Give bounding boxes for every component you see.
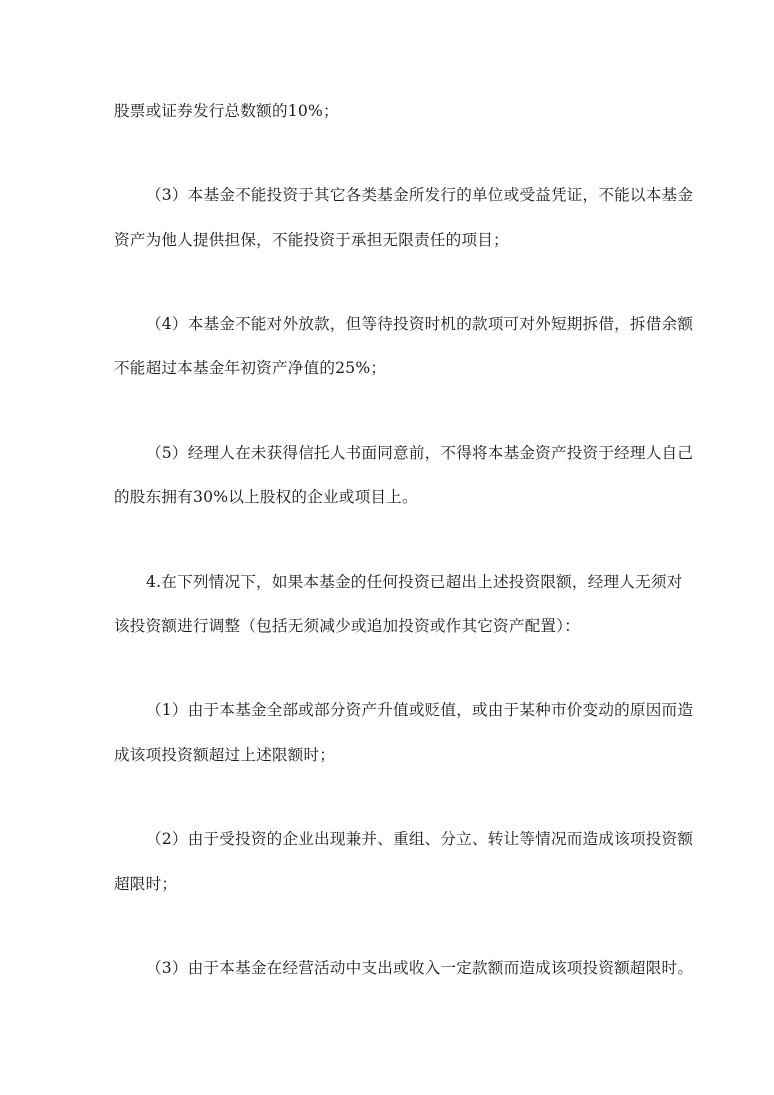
paragraph-line: （2）由于受投资的企业出现兼并、重组、分立、转让等情况而造成该项投资额 <box>146 830 694 848</box>
paragraph-line: 的股东拥有30%以上股权的企业或项目上。 <box>114 488 418 506</box>
paragraph-line: （3）由于本基金在经营活动中支出或收入一定款额而造成该项投资额超限时。 <box>146 959 694 977</box>
paragraph-line: （5）经理人在未获得信托人书面同意前，不得将本基金资产投资于经理人自己 <box>146 444 694 462</box>
paragraph-line: （4）本基金不能对外放款，但等待投资时机的款项可对外短期拆借，拆借余额 <box>146 315 694 333</box>
paragraph-line: 4.在下列情况下，如果本基金的任何投资已超出上述投资限额，经理人无须对 <box>146 573 683 591</box>
paragraph-line: 不能超过本基金年初资产净值的25%； <box>114 359 387 377</box>
paragraph-line: （3）本基金不能投资于其它各类基金所发行的单位或受益凭证，不能以本基金 <box>146 186 694 204</box>
paragraph-line: 股票或证券发行总数额的10%； <box>114 102 339 120</box>
paragraph-line: （1）由于本基金全部或部分资产升值或贬值，或由于某种市价变动的原因而造 <box>146 701 694 719</box>
paragraph-line: 该投资额进行调整（包括无须减少或追加投资或作其它资产配置）： <box>114 617 581 635</box>
paragraph-line: 资产为他人提供担保，不能投资于承担无限责任的项目； <box>114 231 509 249</box>
paragraph-line: 成该项投资额超过上述限额时； <box>114 746 336 764</box>
paragraph-line: 超限时； <box>114 875 178 893</box>
